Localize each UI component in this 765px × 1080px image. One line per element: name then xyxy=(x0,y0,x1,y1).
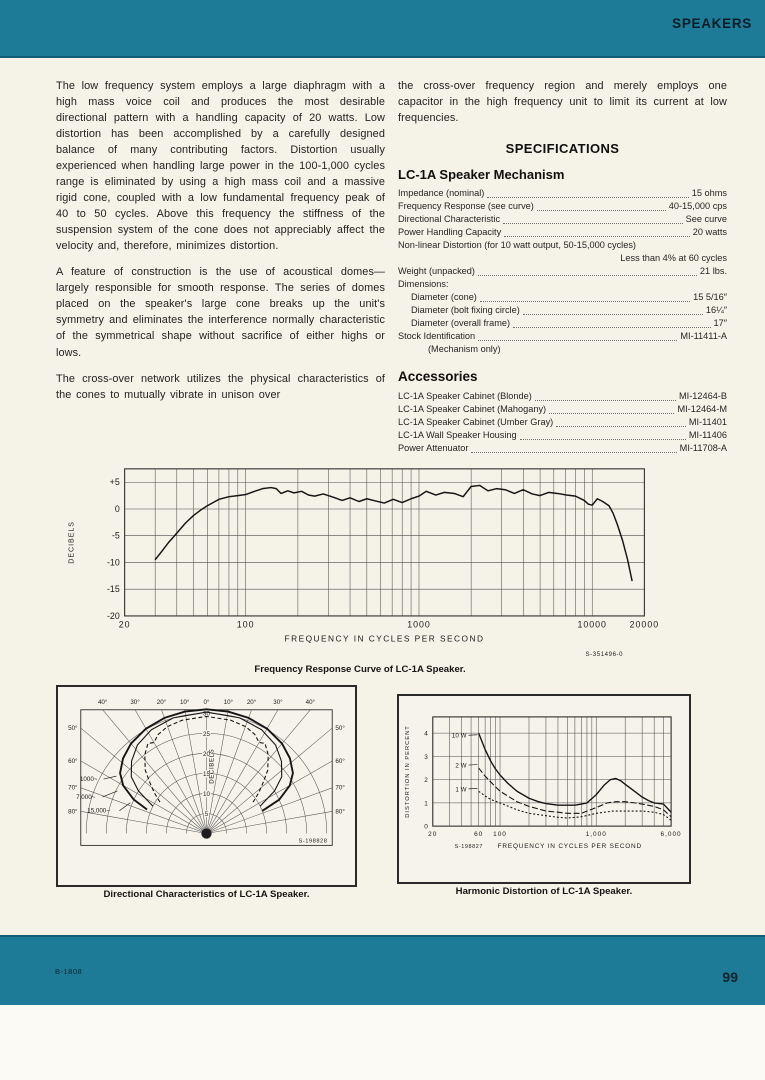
svg-text:-5: -5 xyxy=(111,530,120,541)
frequency-response-chart xyxy=(56,461,664,662)
svg-text:10000: 10000 xyxy=(577,619,607,630)
svg-text:4: 4 xyxy=(424,730,428,738)
figure-frame xyxy=(56,685,357,887)
svg-text:20000: 20000 xyxy=(629,619,660,630)
svg-text:-20: -20 xyxy=(106,610,120,621)
svg-text:1000~: 1000~ xyxy=(79,775,98,783)
spec-row: Frequency Response (see curve) 40-15,000 cps xyxy=(398,201,727,212)
body-paragraph: The cross-over network utilizes the physical characteristics of the cones to mutually vibrate in unison over xyxy=(56,372,385,401)
svg-text:30°: 30° xyxy=(273,698,283,706)
svg-text:30°: 30° xyxy=(130,698,140,706)
spec-row: Weight (unpacked) 21 lbs. xyxy=(398,265,727,276)
svg-text:60: 60 xyxy=(474,830,484,838)
spec-row: LC-1A Speaker Cabinet (Umber Gray) MI-11401 xyxy=(398,416,727,427)
spec-row: Stock Identification MI-11411-A xyxy=(398,330,727,341)
text-columns xyxy=(56,78,727,455)
svg-text:25: 25 xyxy=(203,730,210,738)
right-column xyxy=(398,78,727,455)
bottom-figures xyxy=(56,685,727,900)
svg-text:70°: 70° xyxy=(335,784,345,792)
svg-text:DECIBELS: DECIBELS xyxy=(208,748,216,784)
svg-text:20: 20 xyxy=(428,830,438,838)
svg-text:100: 100 xyxy=(493,830,507,838)
form-number: B-1808 xyxy=(55,967,83,976)
specifications-heading: SPECIFICATIONS xyxy=(505,141,620,157)
figure-frame xyxy=(397,694,691,884)
svg-text:20: 20 xyxy=(203,750,210,758)
spec-row: Dimensions: xyxy=(398,278,449,289)
bottom-banner xyxy=(0,935,765,1005)
svg-text:15: 15 xyxy=(203,770,210,778)
svg-text:10: 10 xyxy=(203,790,210,798)
svg-text:3: 3 xyxy=(424,753,428,761)
mechanism-heading: LC-1A Speaker Mechanism xyxy=(398,167,565,183)
accessories-list xyxy=(398,390,727,455)
svg-text:20°: 20° xyxy=(246,698,257,706)
svg-text:10°: 10° xyxy=(179,698,190,706)
spec-row: (Mechanism only) xyxy=(428,343,501,354)
spec-row: Power Handling Capacity 20 watts xyxy=(398,227,727,237)
svg-text:2: 2 xyxy=(424,776,428,784)
svg-text:0°: 0° xyxy=(203,698,210,706)
page-content xyxy=(0,58,765,935)
svg-text:S-198828: S-198828 xyxy=(298,837,328,844)
spec-row: LC-1A Speaker Cabinet (Blonde) MI-12464-B xyxy=(398,390,727,401)
harmonic-distortion-chart xyxy=(399,701,689,878)
svg-text:FREQUENCY IN CYCLES PER SECOND: FREQUENCY IN CYCLES PER SECOND xyxy=(497,842,642,850)
svg-text:80°: 80° xyxy=(335,807,345,815)
svg-text:0: 0 xyxy=(114,503,120,514)
svg-text:-15: -15 xyxy=(106,583,120,594)
svg-text:60°: 60° xyxy=(68,757,78,765)
spec-row: LC-1A Speaker Cabinet (Mahogany) MI-12464-M xyxy=(398,403,727,414)
body-paragraph: The low frequency system employs a large diaphragm with a high mass voice coil and produces the most desirable directional pattern with a handling capacity of 20 watts. Low distortion has been accomplished by a carefully designed balance of many contributing factors. Distortion usually experienced when handling large power in the 100-1,000 cycles range is eliminated by using a high mass coil and a massive rigid cone, coupled with a low fundamental frequency peak of 40 to 50 cycles. Above this frequency the stiffness of the suspension system of the cone does not appreciably affect the velocity and, therefore, minimizes distortion. xyxy=(56,80,385,253)
figure-caption: Frequency Response Curve of LC-1A Speaker. xyxy=(254,663,466,675)
spec-row: Directional Characteristic See curve xyxy=(398,214,727,225)
svg-text:S-351496-0: S-351496-0 xyxy=(585,651,624,658)
svg-text:0: 0 xyxy=(424,823,428,831)
svg-text:5: 5 xyxy=(204,810,209,818)
directional-figure xyxy=(56,685,357,900)
svg-text:10 W: 10 W xyxy=(451,732,467,740)
spec-row: LC-1A Wall Speaker Housing MI-11406 xyxy=(398,429,727,440)
left-column xyxy=(56,78,385,455)
svg-text:-10: -10 xyxy=(106,556,120,567)
svg-text:20°: 20° xyxy=(156,698,167,706)
svg-text:1: 1 xyxy=(424,799,428,807)
svg-text:20: 20 xyxy=(118,619,131,630)
frequency-response-figure xyxy=(56,461,727,675)
page-number: 99 xyxy=(722,969,738,985)
svg-text:+5: +5 xyxy=(109,476,120,487)
directional-characteristics-chart xyxy=(58,687,355,885)
svg-text:10°: 10° xyxy=(223,698,234,706)
svg-text:DISTORTION IN PERCENT: DISTORTION IN PERCENT xyxy=(404,724,411,818)
svg-text:15,000~: 15,000~ xyxy=(87,807,110,815)
body-paragraph: A feature of construction is the use of acoustical domes—largely responsible for smooth response. The series of domes placed on the speaker's large cone breaks up the unit's symmetry and eliminates the interference normally characteristic of the symmetrical shape without sacrifice of either highs or lows. xyxy=(56,266,385,359)
spec-row: Impedance (nominal) 15 ohms xyxy=(398,188,727,199)
svg-text:50°: 50° xyxy=(68,724,78,732)
specifications-list xyxy=(398,187,727,356)
svg-text:70°: 70° xyxy=(68,784,78,792)
svg-text:60°: 60° xyxy=(335,757,345,765)
spec-row: Non-linear Distortion (for 10 watt output, 50-15,000 cycles) xyxy=(398,239,636,250)
body-paragraph: the cross-over frequency region and merely employs one capacitor in the high frequency unit to limit its current at low frequencies. xyxy=(398,80,727,125)
svg-text:6,000: 6,000 xyxy=(660,830,682,838)
svg-text:DECIBELS: DECIBELS xyxy=(68,520,76,564)
svg-text:1 W: 1 W xyxy=(455,785,467,793)
svg-text:80°: 80° xyxy=(68,807,78,815)
svg-text:50°: 50° xyxy=(335,724,345,732)
figure-caption: Directional Characteristics of LC-1A Speaker. xyxy=(103,888,310,900)
svg-text:30: 30 xyxy=(203,710,210,718)
svg-text:FREQUENCY IN CYCLES PER SECOND: FREQUENCY IN CYCLES PER SECOND xyxy=(284,632,485,643)
svg-text:1000: 1000 xyxy=(407,619,431,630)
harmonic-figure xyxy=(397,694,691,897)
svg-text:1,000: 1,000 xyxy=(585,830,607,838)
svg-text:40°: 40° xyxy=(305,698,316,706)
svg-text:7,000~: 7,000~ xyxy=(76,793,96,801)
spec-row: Diameter (bolt fixing circle) 16¼″ xyxy=(411,304,727,315)
top-banner xyxy=(0,0,765,58)
accessories-heading: Accessories xyxy=(398,368,478,384)
section-header: SPEAKERS xyxy=(672,16,752,31)
svg-text:40°: 40° xyxy=(97,698,108,706)
svg-text:2 W: 2 W xyxy=(455,762,467,770)
spec-row: Diameter (cone) 15 5/16″ xyxy=(411,291,727,302)
spec-row: Power Attenuator MI-11708-A xyxy=(398,442,727,453)
spec-row: Diameter (overall frame) 17″ xyxy=(411,317,727,328)
spec-row: Less than 4% at 60 cycles xyxy=(620,252,727,263)
svg-text:100: 100 xyxy=(236,619,255,630)
svg-text:S-198827: S-198827 xyxy=(454,843,484,850)
figure-caption: Harmonic Distortion of LC-1A Speaker. xyxy=(455,885,633,897)
